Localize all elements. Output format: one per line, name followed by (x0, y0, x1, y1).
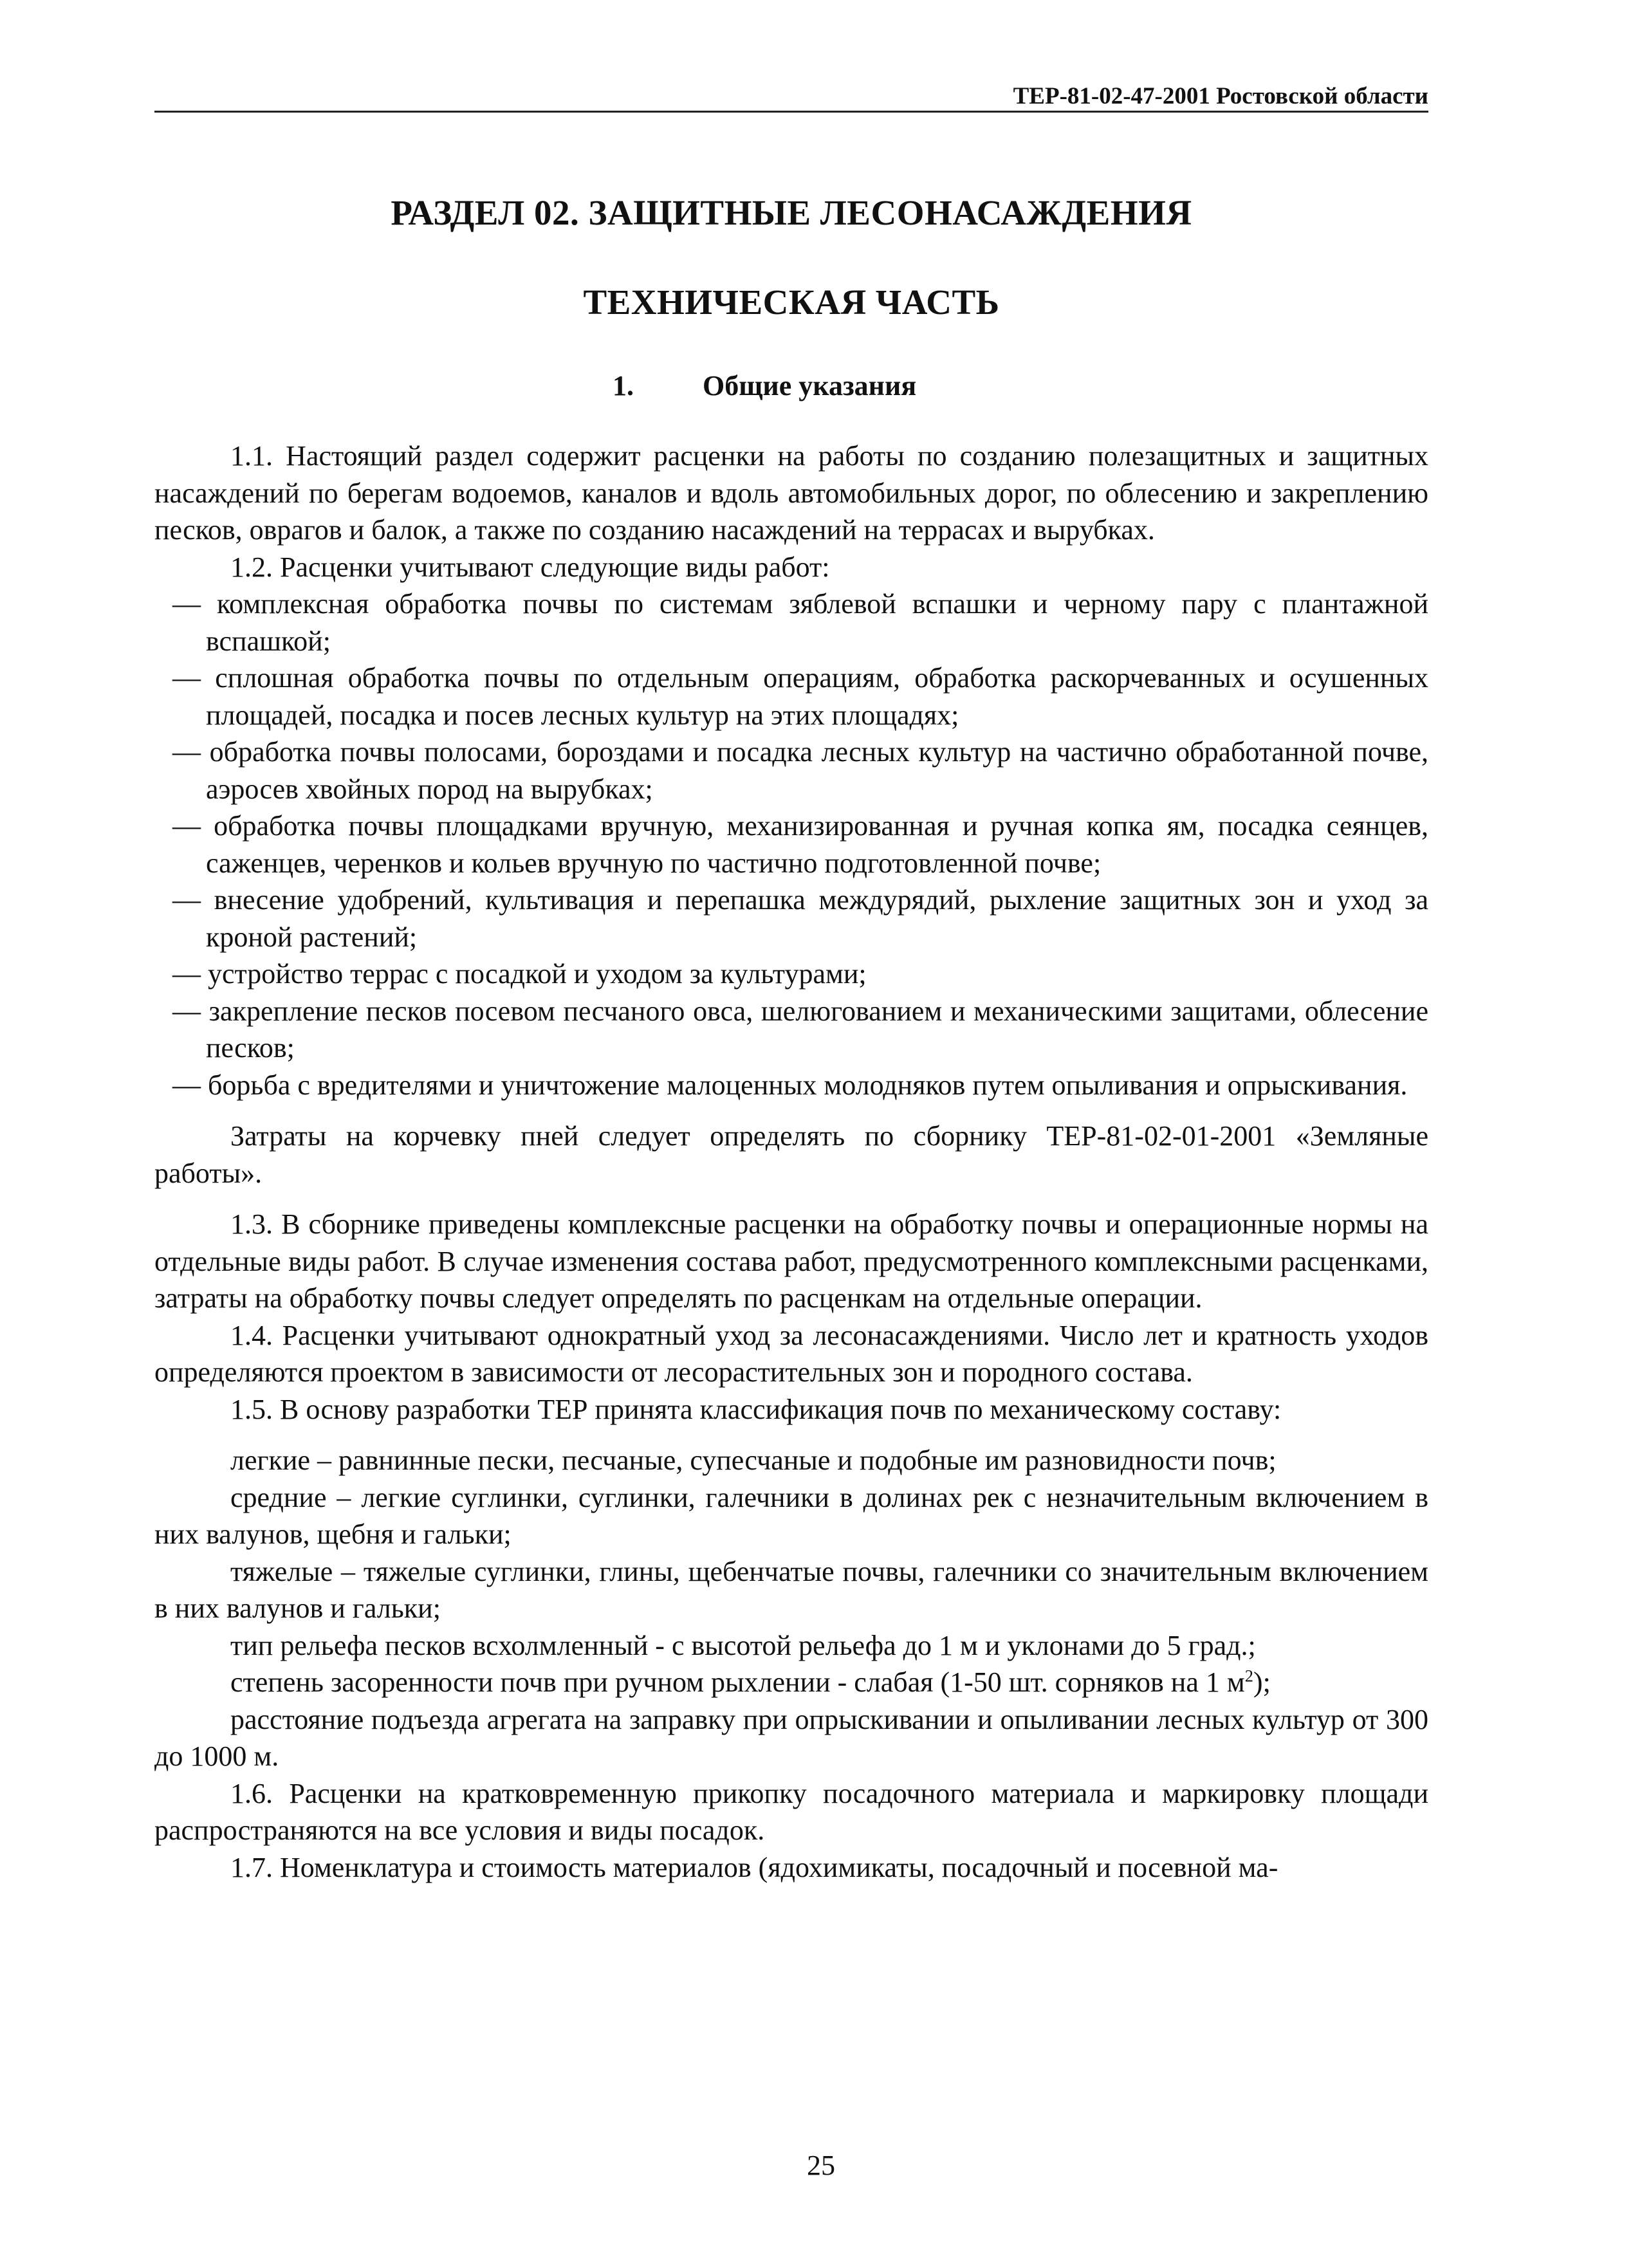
list-item: — устройство террас с посадкой и уходом за культурами; (172, 958, 867, 990)
list-item: — обработка почвы полосами, бороздами и посадка лесных культур на частично обработанной почве, аэросев хвойных пород на вырубках; (172, 736, 1428, 805)
list-item: — обработка почвы площадками вручную, механизированная и ручная копка ям, посадка сеянцев, саженцев, черенков и кольев вручную по частично подготовленной почве; (172, 810, 1428, 879)
costs-note: Затраты на корчевку пней следует определять по сборнику ТЕР-81-02-01-2001 «Земляные работы». (154, 1120, 1428, 1189)
list-item: — закрепление песков посевом песчаного овса, шелюгованием и механическими защитами, облесение песков; (172, 995, 1428, 1064)
subsection-title: Общие указания (703, 370, 917, 401)
paragraph-1-4: 1.4. Расценки учитывают однократный уход за лесонасаждениями. Число лет и кратность уходов определяются проектом в зависимости от лесорастительных зон и породного состава. (154, 1319, 1428, 1388)
paragraph-1-1: 1.1. Настоящий раздел содержит расценки на работы по созданию полезащитных и защитных насаждений по берегам водоемов, каналов и вдоль автомобильных дорог, по облесению и закреплению песков, оврагов и балок, а также по созданию насаждений на террасах и вырубках. (154, 440, 1428, 546)
square-superscript: 2 (1244, 1666, 1253, 1686)
header-code: ТЕР-81-02-47-2001 Ростовской области (1010, 82, 1428, 111)
list-item: — сплошная обработка почвы по отдельным операциям, обработка раскорчеванных и осушенных площадей, посадка и посев лесных культур на этих площадях; (172, 662, 1428, 731)
subsection-number: 1. (613, 370, 634, 401)
refuel-distance: расстояние подъезда агрегата на заправку при опрыскивании и опыливании лесных культур от 300 до 1000 м. (154, 1703, 1428, 1772)
section-title: РАЗДЕЛ 02. ЗАЩИТНЫЕ ЛЕСОНАСАЖДЕНИЯ (391, 193, 1192, 232)
list-item: — комплексная обработка почвы по системам зяблевой вспашки и черному пару с плантажной вспашкой; (172, 588, 1428, 657)
weed-degree (154, 1664, 1428, 1701)
soil-medium: средние – легкие суглинки, суглинки, галечники в долинах рек с незначительным включением в них валунов, щебня и гальки; (154, 1481, 1428, 1550)
list-item: — внесение удобрений, культивация и перепашка междурядий, рыхление защитных зон и уход за кроной растений; (172, 884, 1428, 953)
paragraph-1-2: 1.2. Расценки учитывают следующие виды работ: (230, 551, 830, 583)
paragraph-1-5: 1.5. В основу разработки ТЕР принята классификация почв по механическому составу: (230, 1393, 1282, 1425)
weed-degree-end: ); (1253, 1666, 1271, 1698)
page-number: 25 (807, 2150, 835, 2181)
soil-light: легкие – равнинные пески, песчаные, супесчаные и подобные им разновидности почв; (230, 1444, 1277, 1476)
subsection-heading (154, 367, 1428, 405)
relief-type: тип рельефа песков всхолмленный - с высотой рельефа до 1 м и уклонами до 5 град.; (230, 1629, 1256, 1661)
list-item: — борьба с вредителями и уничтожение малоценных молодняков путем опыливания и опрыскивания. (172, 1069, 1408, 1101)
technical-part-title: ТЕХНИЧЕСКАЯ ЧАСТЬ (583, 282, 1000, 322)
body-text (154, 438, 1428, 1886)
header-rule (154, 111, 1428, 113)
soil-heavy: тяжелые – тяжелые суглинки, глины, щебенчатые почвы, галечники со значительным включением в них валунов и гальки; (154, 1555, 1428, 1624)
paragraph-1-6: 1.6. Расценки на кратковременную прикопку посадочного материала и маркировку площади распространяются на все условия и виды посадок. (154, 1777, 1428, 1846)
paragraph-1-7: 1.7. Номенклатура и стоимость материалов (ядохимикаты, посадочный и посевной ма- (230, 1851, 1278, 1883)
running-header (154, 82, 1428, 115)
paragraph-1-3: 1.3. В сборнике приведены комплексные расценки на обработку почвы и операционные нормы на отдельные виды работ. В случае изменения состава работ, предусмотренного комплексными расценками, затраты на обработку почвы следует определять по расценкам на отдельные операции. (154, 1208, 1428, 1314)
weed-degree-text: степень засоренности почв при ручном рыхлении - слабая (1-50 шт. сорняков на 1 м (230, 1666, 1245, 1698)
